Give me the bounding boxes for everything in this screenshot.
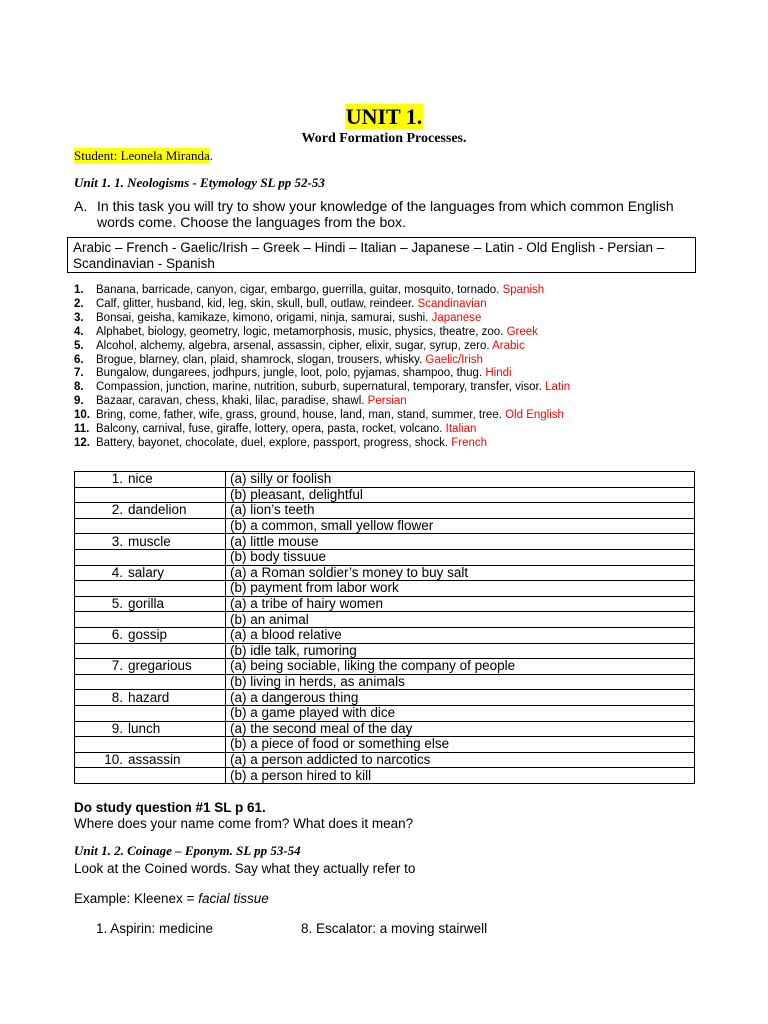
word-text: muscle [128, 533, 171, 549]
origin-number: 2. [74, 297, 84, 310]
table-cell-word [75, 627, 226, 643]
origin-words: Bungalow, dungarees, jodhpurs, jungle, loot, polo, pyjamas, shampoo, thug. [96, 367, 483, 380]
coined-item-1: 1. Aspirin: medicine [96, 921, 214, 936]
table-cell-meaning-a: (a) a blood relative [226, 627, 695, 643]
task-letter: A. [74, 198, 88, 214]
study-question [74, 800, 413, 832]
origin-item [74, 298, 714, 312]
origin-answer: Old English [505, 409, 564, 422]
origin-number: 8. [74, 381, 84, 394]
study-question-text: Where does your name come from? What does it mean? [74, 816, 414, 831]
origin-item [74, 395, 714, 409]
word-text: gorilla [128, 596, 165, 612]
table-row [75, 643, 695, 659]
document-subtitle: Word Formation Processes. [301, 131, 467, 146]
table-cell-meaning-a: (a) a tribe of hairy women [226, 596, 695, 612]
coinage-example: Example: Kleenex = facial tissue [74, 891, 269, 906]
table-row [75, 612, 695, 628]
table-row [75, 659, 695, 675]
origin-number: 7. [74, 367, 84, 380]
table-cell-meaning-a: (a) the second meal of the day [226, 721, 695, 737]
student-name: Student: Leonela Miranda. [74, 148, 213, 163]
word-number: 5. [111, 596, 123, 612]
word-meanings-table [74, 471, 695, 784]
origin-item [74, 367, 714, 381]
table-row [75, 565, 695, 581]
word-number: 3. [111, 533, 123, 549]
table-cell-meaning-b: (b) a piece of food or something else [226, 737, 695, 753]
origin-answer: Japanese [431, 311, 482, 324]
origin-number: 3. [74, 311, 84, 324]
table-cell-empty [75, 581, 226, 597]
origin-item [74, 423, 714, 437]
coined-item-8: 8. Escalator: a moving stairwell [301, 921, 488, 936]
origin-answer: Spanish [502, 284, 545, 296]
origin-answer: Greek [506, 325, 538, 338]
word-number: 6. [111, 627, 123, 643]
origin-words: Bazaar, caravan, chess, khaki, lilac, paradise, shawl. [96, 395, 365, 408]
coinage-intro: Look at the Coined words. Say what they actually refer to [74, 861, 416, 876]
word-number: 2. [111, 502, 123, 518]
origin-item [74, 354, 714, 368]
table-cell-word [75, 565, 226, 581]
table-cell-word [75, 721, 226, 737]
origin-item [74, 437, 714, 451]
example-answer: facial tissue [198, 891, 269, 906]
origin-words: Alcohol, alchemy, algebra, arsenal, assassin, cipher, elixir, sugar, syrup, zero. [96, 339, 490, 352]
table-cell-empty [75, 518, 226, 534]
word-text: nice [128, 471, 153, 487]
table-cell-meaning-b: (b) payment from labor work [226, 581, 695, 597]
table-cell-meaning-a: (a) a dangerous thing [226, 690, 695, 706]
origin-words: Bring, come, father, wife, grass, ground, house, land, man, stand, summer, tree. [96, 409, 502, 422]
table-row [75, 503, 695, 519]
unit-title: UNIT 1. [345, 104, 423, 129]
table-cell-meaning-a: (a) silly or foolish [226, 472, 695, 488]
word-number: 4. [111, 564, 123, 580]
table-row [75, 549, 695, 565]
origin-answer: Gaelic/Irish [425, 353, 483, 366]
table-row [75, 674, 695, 690]
table-cell-word [75, 534, 226, 550]
table-cell-empty [75, 768, 226, 784]
origin-words: Balcony, carnival, fuse, giraffe, lottery, opera, pasta, rocket, volcano. [96, 423, 443, 436]
word-number: 7. [111, 658, 123, 674]
origin-number: 5. [74, 339, 84, 352]
table-cell-meaning-b: (b) a common, small yellow flower [226, 518, 695, 534]
word-number: 8. [111, 689, 123, 705]
origin-item [74, 326, 714, 340]
table-row [75, 472, 695, 488]
table-cell-meaning-b: (b) living in herds, as animals [226, 674, 695, 690]
origin-answer: Persian [367, 395, 407, 408]
origin-words: Battery, bayonet, chocolate, duel, explore, passport, progress, shock. [96, 436, 449, 449]
table-row [75, 518, 695, 534]
table-cell-meaning-a: (a) a Roman soldier’s money to buy salt [226, 565, 695, 581]
origin-answer: Hindi [485, 367, 512, 380]
table-row [75, 581, 695, 597]
table-cell-meaning-b: (b) an animal [226, 612, 695, 628]
table-cell-empty [75, 549, 226, 565]
word-text: assassin [128, 751, 181, 767]
word-text: salary [128, 564, 165, 580]
word-text: gregarious [128, 658, 192, 674]
table-cell-word [75, 752, 226, 768]
origin-number: 11. [74, 423, 90, 436]
word-number: 1. [111, 471, 123, 487]
origin-number: 1. [74, 284, 84, 296]
table-row [75, 737, 695, 753]
origin-words: Bonsai, geisha, kamikaze, kimono, origami, ninja, samurai, sushi. [96, 311, 432, 324]
table-cell-meaning-b: (b) a game played with dice [226, 705, 695, 721]
table-cell-meaning-b: (b) idle talk, rumoring [226, 643, 695, 659]
word-text: gossip [128, 627, 168, 643]
origin-number: 4. [74, 325, 84, 338]
word-origins-list [74, 284, 714, 451]
origin-words: Banana, barricade, canyon, cigar, embargo, guerrilla, guitar, mosquito, tornado. [96, 284, 500, 296]
origin-answer: Scandinavian [417, 297, 487, 310]
table-cell-meaning-b: (b) body tissuue [226, 549, 695, 565]
origin-item [74, 381, 714, 395]
table-cell-word [75, 503, 226, 519]
origin-words: Calf, glitter, husband, kid, leg, skin, skull, bull, outlaw, reindeer. [96, 297, 415, 310]
table-cell-meaning-b: (b) pleasant, delightful [226, 487, 695, 503]
origin-answer: French [451, 436, 488, 449]
origin-words: Alphabet, biology, geometry, logic, metamorphosis, music, physics, theatre, zoo. [96, 325, 504, 338]
table-row [75, 596, 695, 612]
table-row [75, 721, 695, 737]
origin-words: Brogue, blarney, clan, plaid, shamrock, slogan, trousers, whisky. [96, 353, 423, 366]
origin-item [74, 340, 714, 354]
table-cell-word [75, 659, 226, 675]
table-row [75, 487, 695, 503]
table-cell-word [75, 690, 226, 706]
table-cell-empty [75, 674, 226, 690]
table-cell-empty [75, 737, 226, 753]
table-cell-empty [75, 487, 226, 503]
origin-item [74, 312, 714, 326]
origin-item [74, 409, 714, 423]
table-cell-word [75, 596, 226, 612]
word-number: 9. [111, 720, 123, 736]
origin-number: 12. [74, 436, 90, 449]
table-cell-word [75, 472, 226, 488]
task-text: In this task you will try to show your knowledge of the languages from which common English words come. Choose the languages from the box. [97, 198, 674, 230]
origin-number: 10. [74, 409, 90, 422]
table-cell-meaning-a: (a) a person addicted to narcotics [226, 752, 695, 768]
origin-answer: Italian [445, 423, 477, 436]
table-cell-meaning-a: (a) being sociable, liking the company of people [226, 659, 695, 675]
study-heading: Do study question #1 SL p 61. [74, 800, 266, 815]
word-text: hazard [128, 689, 170, 705]
origin-number: 6. [74, 353, 84, 366]
origin-words: Compassion, junction, marine, nutrition, suburb, supernatural, temporary, transfer, visor. [96, 381, 542, 394]
section-heading-neologisms: Unit 1. 1. Neologisms - Etymology SL pp 52-53 [74, 175, 325, 190]
table-cell-empty [75, 612, 226, 628]
table-cell-meaning-b: (b) a person hired to kill [226, 768, 695, 784]
task-instructions [74, 198, 714, 230]
table-row [75, 690, 695, 706]
table-row [75, 627, 695, 643]
table-row [75, 534, 695, 550]
section-heading-coinage: Unit 1. 2. Coinage – Eponym. SL pp 53-54 [74, 843, 301, 858]
table-cell-empty [75, 643, 226, 659]
origin-number: 9. [74, 395, 84, 408]
table-row [75, 705, 695, 721]
origin-answer: Latin [545, 381, 571, 394]
language-box: Arabic – French - Gaelic/Irish – Greek – Hindi – Italian – Japanese – Latin - Old English - Persian – Scandinavian - Spanish [67, 237, 696, 273]
table-cell-meaning-a: (a) lion’s teeth [226, 503, 695, 519]
origin-item [74, 284, 714, 298]
word-text: lunch [128, 720, 161, 736]
table-row [75, 752, 695, 768]
word-text: dandelion [128, 502, 187, 518]
table-row [75, 768, 695, 784]
origin-answer: Arabic [492, 339, 525, 352]
table-cell-empty [75, 705, 226, 721]
student-label: Student: Leonela Miranda [74, 148, 210, 163]
word-number: 10. [104, 751, 123, 767]
table-cell-meaning-a: (a) little mouse [226, 534, 695, 550]
